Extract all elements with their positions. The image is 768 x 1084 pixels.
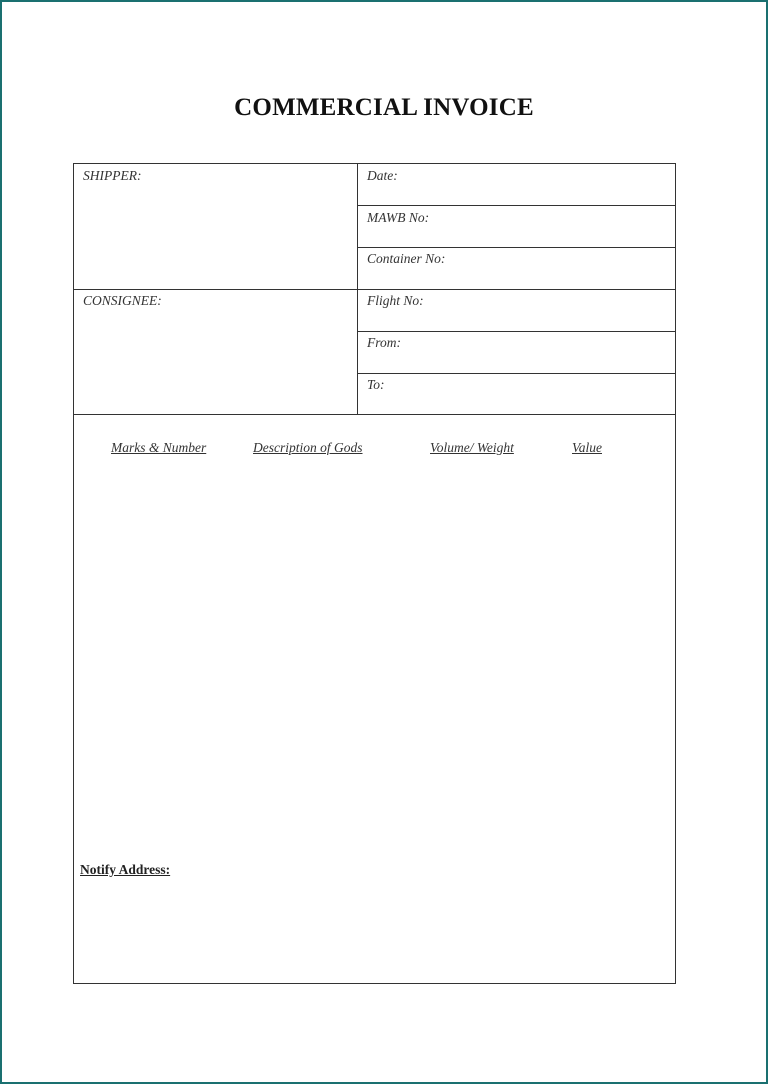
right-row-divider [357,373,675,374]
column-header-value: Value [572,440,602,455]
goods-table-body[interactable] [75,462,674,852]
mawb-no-label: MAWB No: [367,210,430,225]
from-field[interactable] [359,333,674,372]
notify-address-label: Notify Address: [80,862,171,877]
container-no-label: Container No: [367,251,446,266]
right-row-divider [357,331,675,332]
column-header-volume-weight: Volume/ Weight [430,440,514,455]
from-label: From: [367,335,401,350]
shipper-consignee-divider [74,289,675,290]
date-label: Date: [367,168,398,183]
header-section-bottom [74,414,675,415]
shipper-label: SHIPPER: [83,168,142,183]
consignee-field[interactable] [75,291,356,413]
column-header-marks-number: Marks & Number [111,440,207,455]
consignee-label: CONSIGNEE: [83,293,162,308]
right-row-divider [357,247,675,248]
column-header-description: Description of Gods [253,440,363,455]
flight-no-label: Flight No: [367,293,424,308]
notify-address-field[interactable] [75,882,674,982]
date-field[interactable] [359,165,674,204]
document-title: COMMERCIAL INVOICE [234,94,534,121]
right-row-divider [357,205,675,206]
to-label: To: [367,377,385,392]
to-field[interactable] [359,375,674,413]
